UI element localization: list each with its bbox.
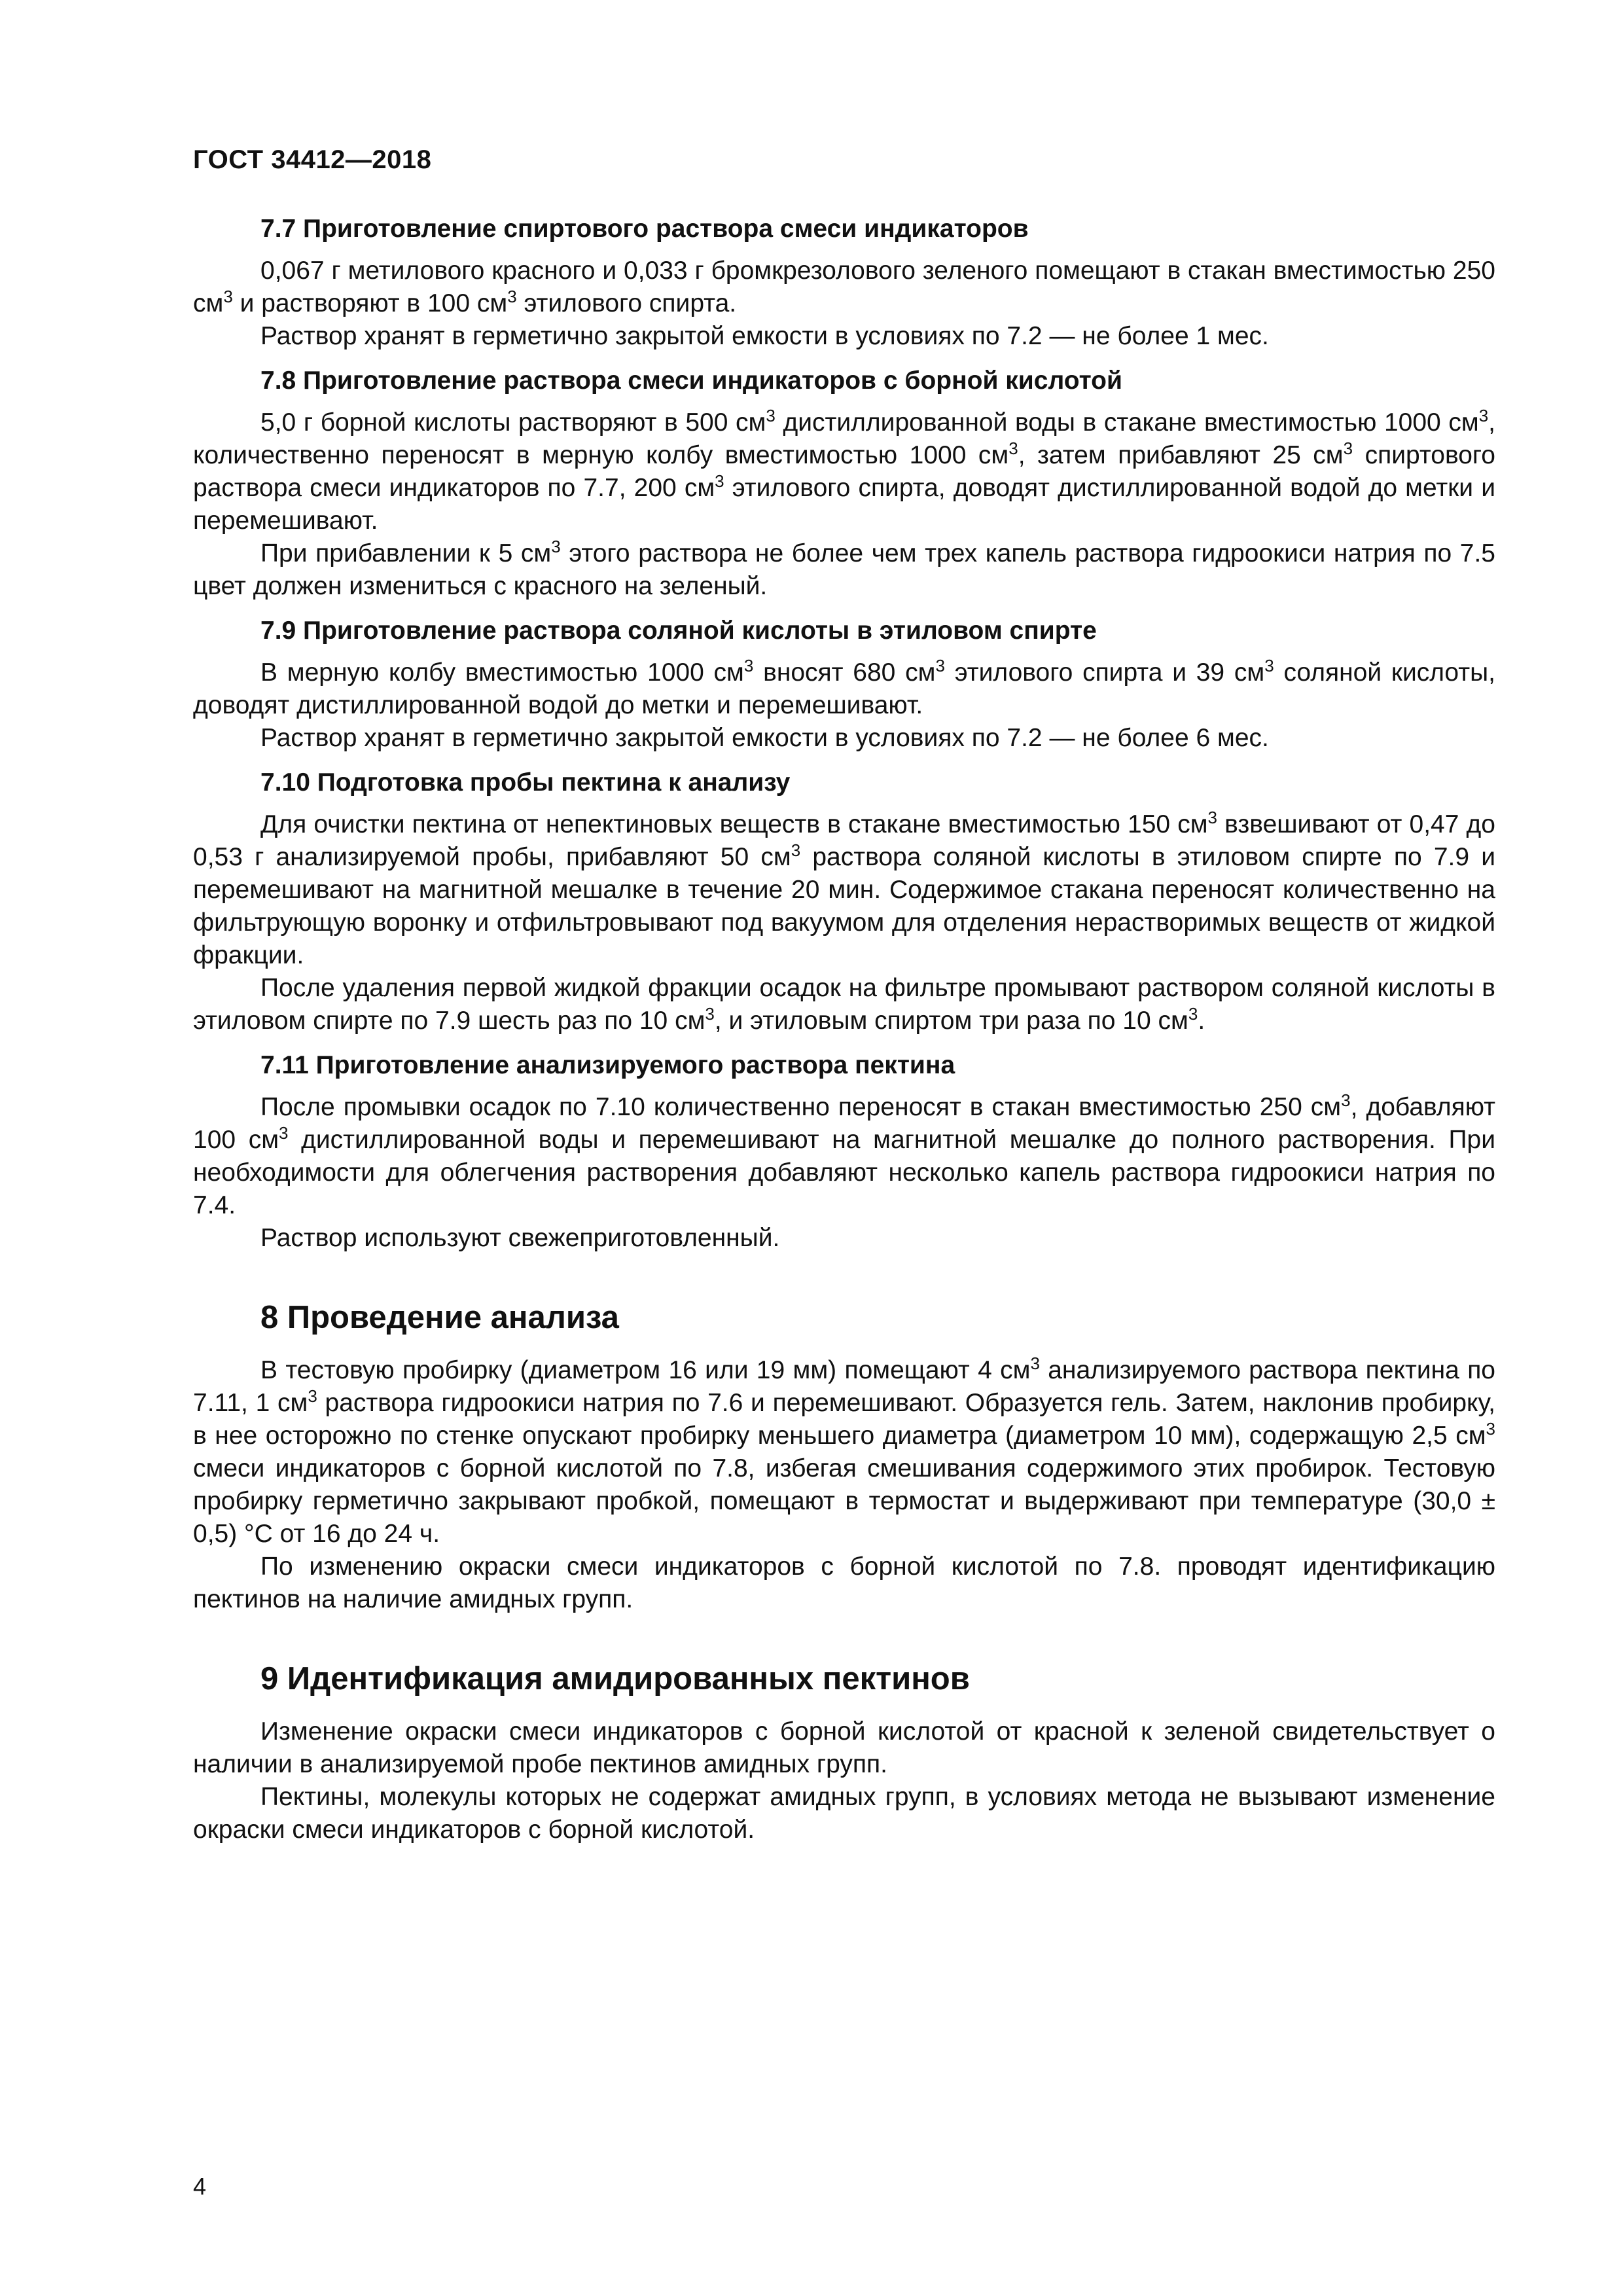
page-number: 4 (193, 2173, 207, 2200)
heading-7-9: 7.9 Приготовление раствора соляной кислоты в этиловом спирте (260, 617, 1097, 645)
para-7-8-2 (193, 537, 1495, 603)
text-run: Раствор хранят в герметично закрытой емкости в условиях по 7.2 — не более 1 мес. (260, 322, 1269, 350)
text-run: этилового спирта. (516, 289, 737, 317)
para-9-1 (193, 1715, 1495, 1781)
text-run: , добавляют 100 см (193, 1093, 1495, 1154)
superscript: 3 (551, 537, 561, 556)
text-run: , количественно переносят в мерную колбу вместимостью 1000 см (193, 408, 1496, 469)
text-run: этилового спирта и 39 см (944, 658, 1265, 687)
heading-7-8: 7.8 Приготовление раствора смеси индикаторов с борной кислотой (260, 367, 1122, 395)
text-run: спиртового раствора смеси индикаторов по 7.7, 200 см (193, 441, 1495, 502)
para-7-7-2 (193, 320, 1495, 353)
heading-7-11: 7.11 Приготовление анализируемого раствора пектина (260, 1051, 955, 1079)
superscript: 3 (1343, 439, 1353, 458)
superscript: 3 (1486, 1419, 1495, 1439)
document-body (193, 213, 1495, 1846)
superscript: 3 (935, 656, 945, 675)
text-run: После удаления первой жидкой фракции осадок на фильтре промывают раствором соляной кислоты в этиловом спирте по 7.9 шесть раз по 10 см (193, 974, 1495, 1035)
superscript: 3 (1008, 439, 1018, 458)
superscript: 3 (1478, 406, 1489, 425)
heading-7-10: 7.10 Подготовка пробы пектина к анализу (260, 768, 791, 797)
text-run: вносят 680 см (753, 658, 936, 687)
para-8-2 (193, 1551, 1495, 1616)
text-run: и растворяют в 100 см (232, 289, 508, 317)
document-number: ГОСТ 34412—2018 (193, 145, 432, 174)
text-run: этого раствора не более чем трех капель раствора гидроокиси натрия по 7.5 цвет должен измениться с красного на зеленый. (193, 539, 1495, 600)
superscript: 3 (1341, 1090, 1351, 1110)
text-run: Пектины, молекулы которых не содержат амидных групп, в условиях метода не вызывают изменение окраски смеси индикаторов с борной кислотой. (193, 1783, 1495, 1844)
text-run: Раствор используют свежеприготовленный. (260, 1224, 780, 1252)
text-run: дистиллированной воды и перемешивают на магнитной мешалке до полного растворения. При необходимости для облегчения растворения добавляют несколько капель раствора гидроокиси натрия по 7.4. (193, 1126, 1496, 1219)
heading-8: 8 Проведение анализа (260, 1300, 619, 1335)
text-run: , и этиловым спиртом три раза по 10 см (714, 1007, 1188, 1035)
text-run: соляной кислоты, доводят дистиллированной водой до метки и перемешивают. (193, 658, 1495, 719)
heading-9: 9 Идентификация амидированных пектинов (260, 1661, 970, 1696)
superscript: 3 (715, 471, 724, 491)
text-run: Для очистки пектина от непектиновых веществ в стакане вместимостью 150 см (260, 810, 1208, 838)
text-run: По изменению окраски смеси индикаторов с борной кислотой по 7.8. проводят идентификацию пектинов на наличие амидных групп. (193, 1552, 1495, 1613)
superscript: 3 (743, 656, 754, 675)
para-9-2 (193, 1781, 1495, 1846)
superscript: 3 (1207, 808, 1218, 827)
para-7-8-1 (193, 406, 1495, 537)
heading-7-7: 7.7 Приготовление спиртового раствора смеси индикаторов (260, 215, 1029, 243)
para-7-11-1 (193, 1091, 1495, 1222)
superscript: 3 (766, 406, 776, 425)
text-run: После промывки осадок по 7.10 количественно переносят в стакан вместимостью 250 см (260, 1093, 1342, 1121)
superscript: 3 (705, 1004, 715, 1024)
para-7-10-2 (193, 972, 1495, 1037)
text-run: дистиллированной воды в стакане вместимостью 1000 см (775, 408, 1479, 437)
para-7-9-1 (193, 656, 1495, 722)
text-run: В мерную колбу вместимостью 1000 см (260, 658, 744, 687)
para-8-1 (193, 1354, 1495, 1551)
text-run: смеси индикаторов с борной кислотой по 7.8, избегая смешивания содержимого этих пробирок. Тестовую пробирку герметично закрывают пробкой, помещают в термостат и выдерживают при температуре (30,0 ± 0,5) °С от 16 до 24 ч. (193, 1454, 1495, 1548)
superscript: 3 (279, 1123, 289, 1143)
superscript: 3 (308, 1386, 317, 1406)
superscript: 3 (791, 840, 801, 860)
text-run: этилового спирта, доводят дистиллированной водой до метки и перемешивают. (193, 474, 1495, 535)
superscript: 3 (1264, 656, 1274, 675)
text-run: раствора гидроокиси натрия по 7.6 и перемешивают. Образуется гель. Затем, наклонив пробирку, в нее осторожно по стенке опускают пробирку меньшего диаметра (диаметром 10 мм), содержащую 2,5 см (193, 1389, 1495, 1450)
text-run: взвешивают от 0,47 до 0,53 г анализируемой пробы, прибавляют 50 см (193, 810, 1495, 871)
text-run: , затем прибавляют 25 см (1018, 441, 1344, 469)
text-run: При прибавлении к 5 см (260, 539, 552, 567)
superscript: 3 (1030, 1354, 1040, 1373)
text-run: 5,0 г борной кислоты растворяют в 500 см (260, 408, 766, 437)
text-run: . (1198, 1007, 1205, 1035)
text-run: В тестовую пробирку (диаметром 16 или 19 мм) помещают 4 см (260, 1356, 1031, 1384)
para-7-10-1 (193, 808, 1495, 972)
para-7-7-1 (193, 255, 1495, 320)
superscript: 3 (507, 287, 517, 306)
text-run: раствора соляной кислоты в этиловом спирте по 7.9 и перемешивают на магнитной мешалке в течение 20 мин. Содержимое стакана переносят количественно на фильтрующую воронку и отфильтровывают под вакуумом для отделения нерастворимых веществ от жидкой фракции. (193, 843, 1495, 969)
text-run: 0,067 г метилового красного и 0,033 г бромкрезолового зеленого помещают в стакан вместимостью 250 см (193, 257, 1495, 317)
text-run: Раствор хранят в герметично закрытой емкости в условиях по 7.2 — не более 6 мес. (260, 724, 1269, 752)
text-run: Изменение окраски смеси индикаторов с борной кислотой от красной к зеленой свидетельствует о наличии в анализируемой пробе пектинов амидных групп. (193, 1717, 1495, 1778)
para-7-11-2 (193, 1222, 1495, 1255)
text-run: анализируемого раствора пектина по 7.11, 1 см (193, 1356, 1495, 1417)
para-7-9-2 (193, 722, 1495, 755)
superscript: 3 (1188, 1004, 1198, 1024)
superscript: 3 (223, 287, 233, 306)
